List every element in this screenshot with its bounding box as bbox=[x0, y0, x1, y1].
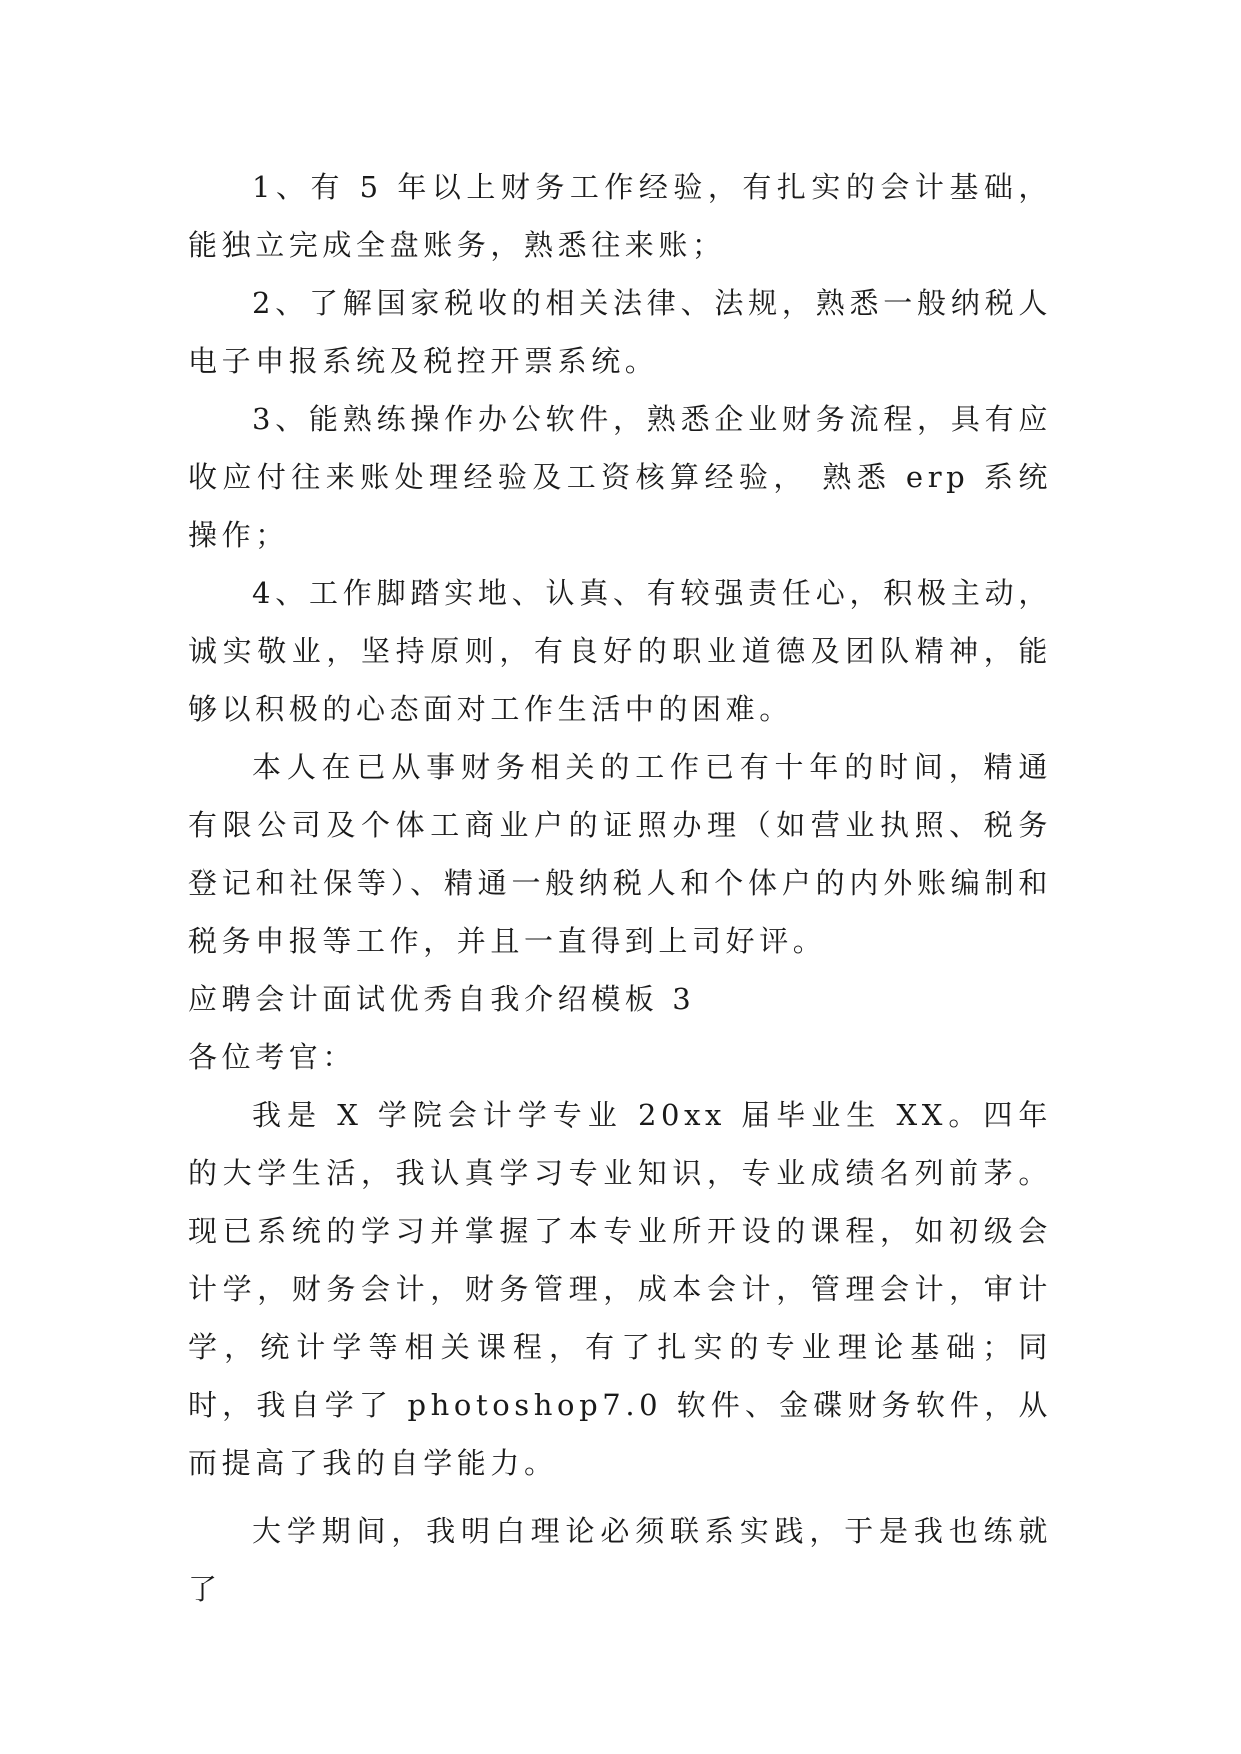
salutation: 各位考官： bbox=[188, 1040, 357, 1074]
requirement-paragraph-2: 2、了解国家税收的相关法律、法规，熟悉一般纳税人电子申报系统及税控开票系统。 bbox=[188, 286, 1052, 378]
requirement-paragraph-1: 1、有 5 年以上财务工作经验，有扎实的会计基础，能独立完成全盘账务，熟悉往来账； bbox=[188, 170, 1052, 262]
document-body bbox=[188, 158, 1052, 1618]
section-heading: 应聘会计面试优秀自我介绍模板 3 bbox=[188, 982, 696, 1016]
intro-paragraph: 我是 X 学院会计学专业 20xx 届毕业生 XX。四年的大学生活，我认真学习专业知识，专业成绩名列前茅。现已系统的学习并掌握了本专业所开设的课程，如初级会计学，财务会计，财务管理，成本会计，管理会计，审计学，统计学等相关课程，有了扎实的专业理论基础；同时，我自学了 photoshop7.0 软件、金碟财务软件，从而提高了我的自学能力。 bbox=[188, 1098, 1052, 1480]
requirement-paragraph-3: 3、能熟练操作办公软件，熟悉企业财务流程，具有应收应付往来账处理经验及工资核算经验， 熟悉 erp 系统操作； bbox=[188, 402, 1052, 552]
requirement-paragraph-4: 4、工作脚踏实地、认真、有较强责任心，积极主动，诚实敬业，坚持原则，有良好的职业道德及团队精神，能够以积极的心态面对工作生活中的困难。 bbox=[188, 576, 1052, 726]
college-paragraph: 大学期间，我明白理论必须联系实践，于是我也练就了 bbox=[188, 1514, 1052, 1606]
experience-paragraph: 本人在已从事财务相关的工作已有十年的时间，精通有限公司及个体工商业户的证照办理（如营业执照、税务登记和社保等）、精通一般纳税人和个体户的内外账编制和税务申报等工作，并且一直得到上司好评。 bbox=[188, 750, 1052, 958]
